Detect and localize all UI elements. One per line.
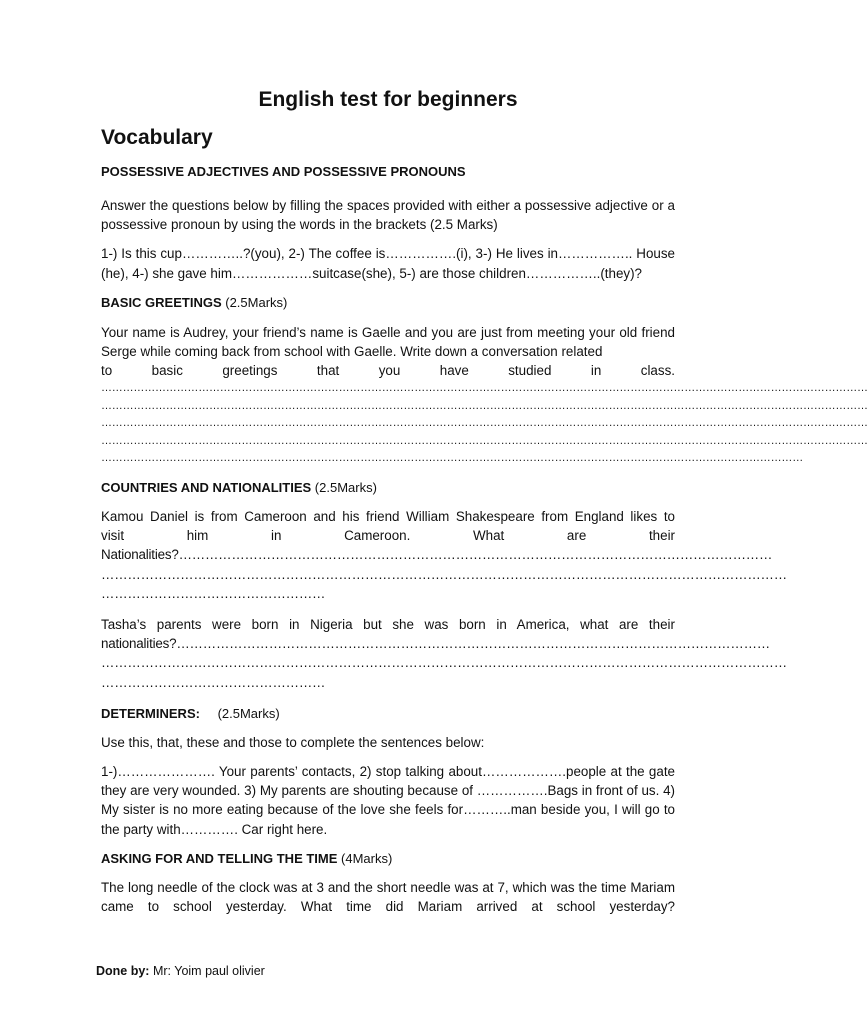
countries-q1-line3[interactable]: Nationalities?……………………………………………………………………………………………………………………… xyxy=(101,547,773,563)
vocabulary-heading: Vocabulary xyxy=(101,126,213,149)
answer-line[interactable]: ………………………………………………………………………………………………………………………………………… xyxy=(101,566,787,582)
answer-line[interactable]: …………………………………………………………………………………………………………………………………………………………………………………………… xyxy=(101,434,868,447)
time-question: The long needle of the clock was at 3 and the short needle was at 7, which was the time Mariam came to school yesterday. What time did Mariam arrived at school yesterday? xyxy=(101,879,675,914)
time-section-heading xyxy=(101,849,675,868)
greetings-question xyxy=(101,323,675,381)
countries-q1-line2: visit him in Cameroon. What are their xyxy=(101,528,675,544)
countries-section-heading xyxy=(101,478,675,497)
greetings-last-line: to basic greetings that you have studied in class. xyxy=(101,363,675,379)
countries-question-1 xyxy=(101,507,787,603)
possessive-instruction: Answer the questions below by filling the spaces provided with either a possessive adjective or a possessive pronoun by using the words in the brackets (2.5 Marks) xyxy=(101,198,675,233)
possessive-questions: 1-) Is this cup…………..?(you), 2-) The coffee is…………….(i), 3-) He lives in…………….. House (he), 4-) she gave him………………suitcase(she), 5-) are those children……………..(they)? xyxy=(101,246,675,281)
footer-label: Done by: xyxy=(96,964,150,978)
possessive-section-heading xyxy=(101,162,675,181)
answer-line[interactable]: …………………………………………………………………………………………………………………………………………………………………………………………… xyxy=(101,399,868,412)
possessive-heading: POSSESSIVE ADJECTIVES AND POSSESSIVE PRONOUNS xyxy=(101,164,466,179)
countries-q2-text: Tasha’s parents were born in Nigeria but she was born in America, what are their xyxy=(101,616,675,632)
countries-heading: COUNTRIES AND NATIONALITIES xyxy=(101,479,312,495)
determiners-heading: DETERMINERS: xyxy=(101,705,200,721)
answer-line[interactable]: …………………………………………………………………………………………………………………………………………………………………………………………… xyxy=(101,417,868,430)
greetings-answer-lines xyxy=(101,380,868,468)
countries-q1-text: Kamou Daniel is from Cameroon and his friend William Shakespeare from England likes to xyxy=(101,508,675,524)
footer xyxy=(96,964,265,978)
time-marks: (4Marks) xyxy=(341,850,393,866)
greetings-marks: (2.5Marks) xyxy=(225,294,288,310)
countries-marks: (2.5Marks) xyxy=(314,479,377,495)
time-heading: ASKING FOR AND TELLING THE TIME xyxy=(101,850,338,866)
determiners-text: 1-)…………………. Your parents’ contacts, 2) stop talking about……………….people at the gate they are very wounded. 3) My parents are shouting because of …………….Bags in front of us. 4) My sister is no more eating because of the love she feels for………..man beside you, I will go to the party with…………. Car right here. xyxy=(101,763,675,837)
determiners-section-heading xyxy=(101,704,675,723)
countries-q2-line2[interactable]: nationalities?……………………………………………………………………………………………………………………… xyxy=(101,636,770,652)
determiners-instruction: Use this, that, these and those to complete the sentences below: xyxy=(101,734,485,750)
answer-line[interactable]: ………………………………………………………………………………………………………………………………………… xyxy=(101,655,787,671)
greetings-section-heading xyxy=(101,293,675,312)
document-title: English test for beginners xyxy=(258,88,518,111)
answer-line[interactable]: …………………………………………………………………………………………………………………………………………………………………………… xyxy=(101,452,804,465)
answer-line[interactable]: …………………………………………… xyxy=(101,674,326,690)
determiners-marks: (2.5Marks) xyxy=(217,705,280,721)
answer-line[interactable]: …………………………………………………………………………………………………………………………………………………………………………………………… xyxy=(101,382,868,395)
document-content xyxy=(101,88,868,926)
greetings-heading: BASIC GREETINGS xyxy=(101,294,222,310)
greetings-text: Your name is Audrey, your friend’s name is Gaelle and you are just from meeting your old friend Serge while coming back from school with Gaelle. Write down a conversation related xyxy=(101,324,675,360)
footer-author: Mr: Yoim paul olivier xyxy=(152,964,265,978)
countries-question-2 xyxy=(101,615,787,692)
answer-line[interactable]: …………………………………………… xyxy=(101,585,326,601)
